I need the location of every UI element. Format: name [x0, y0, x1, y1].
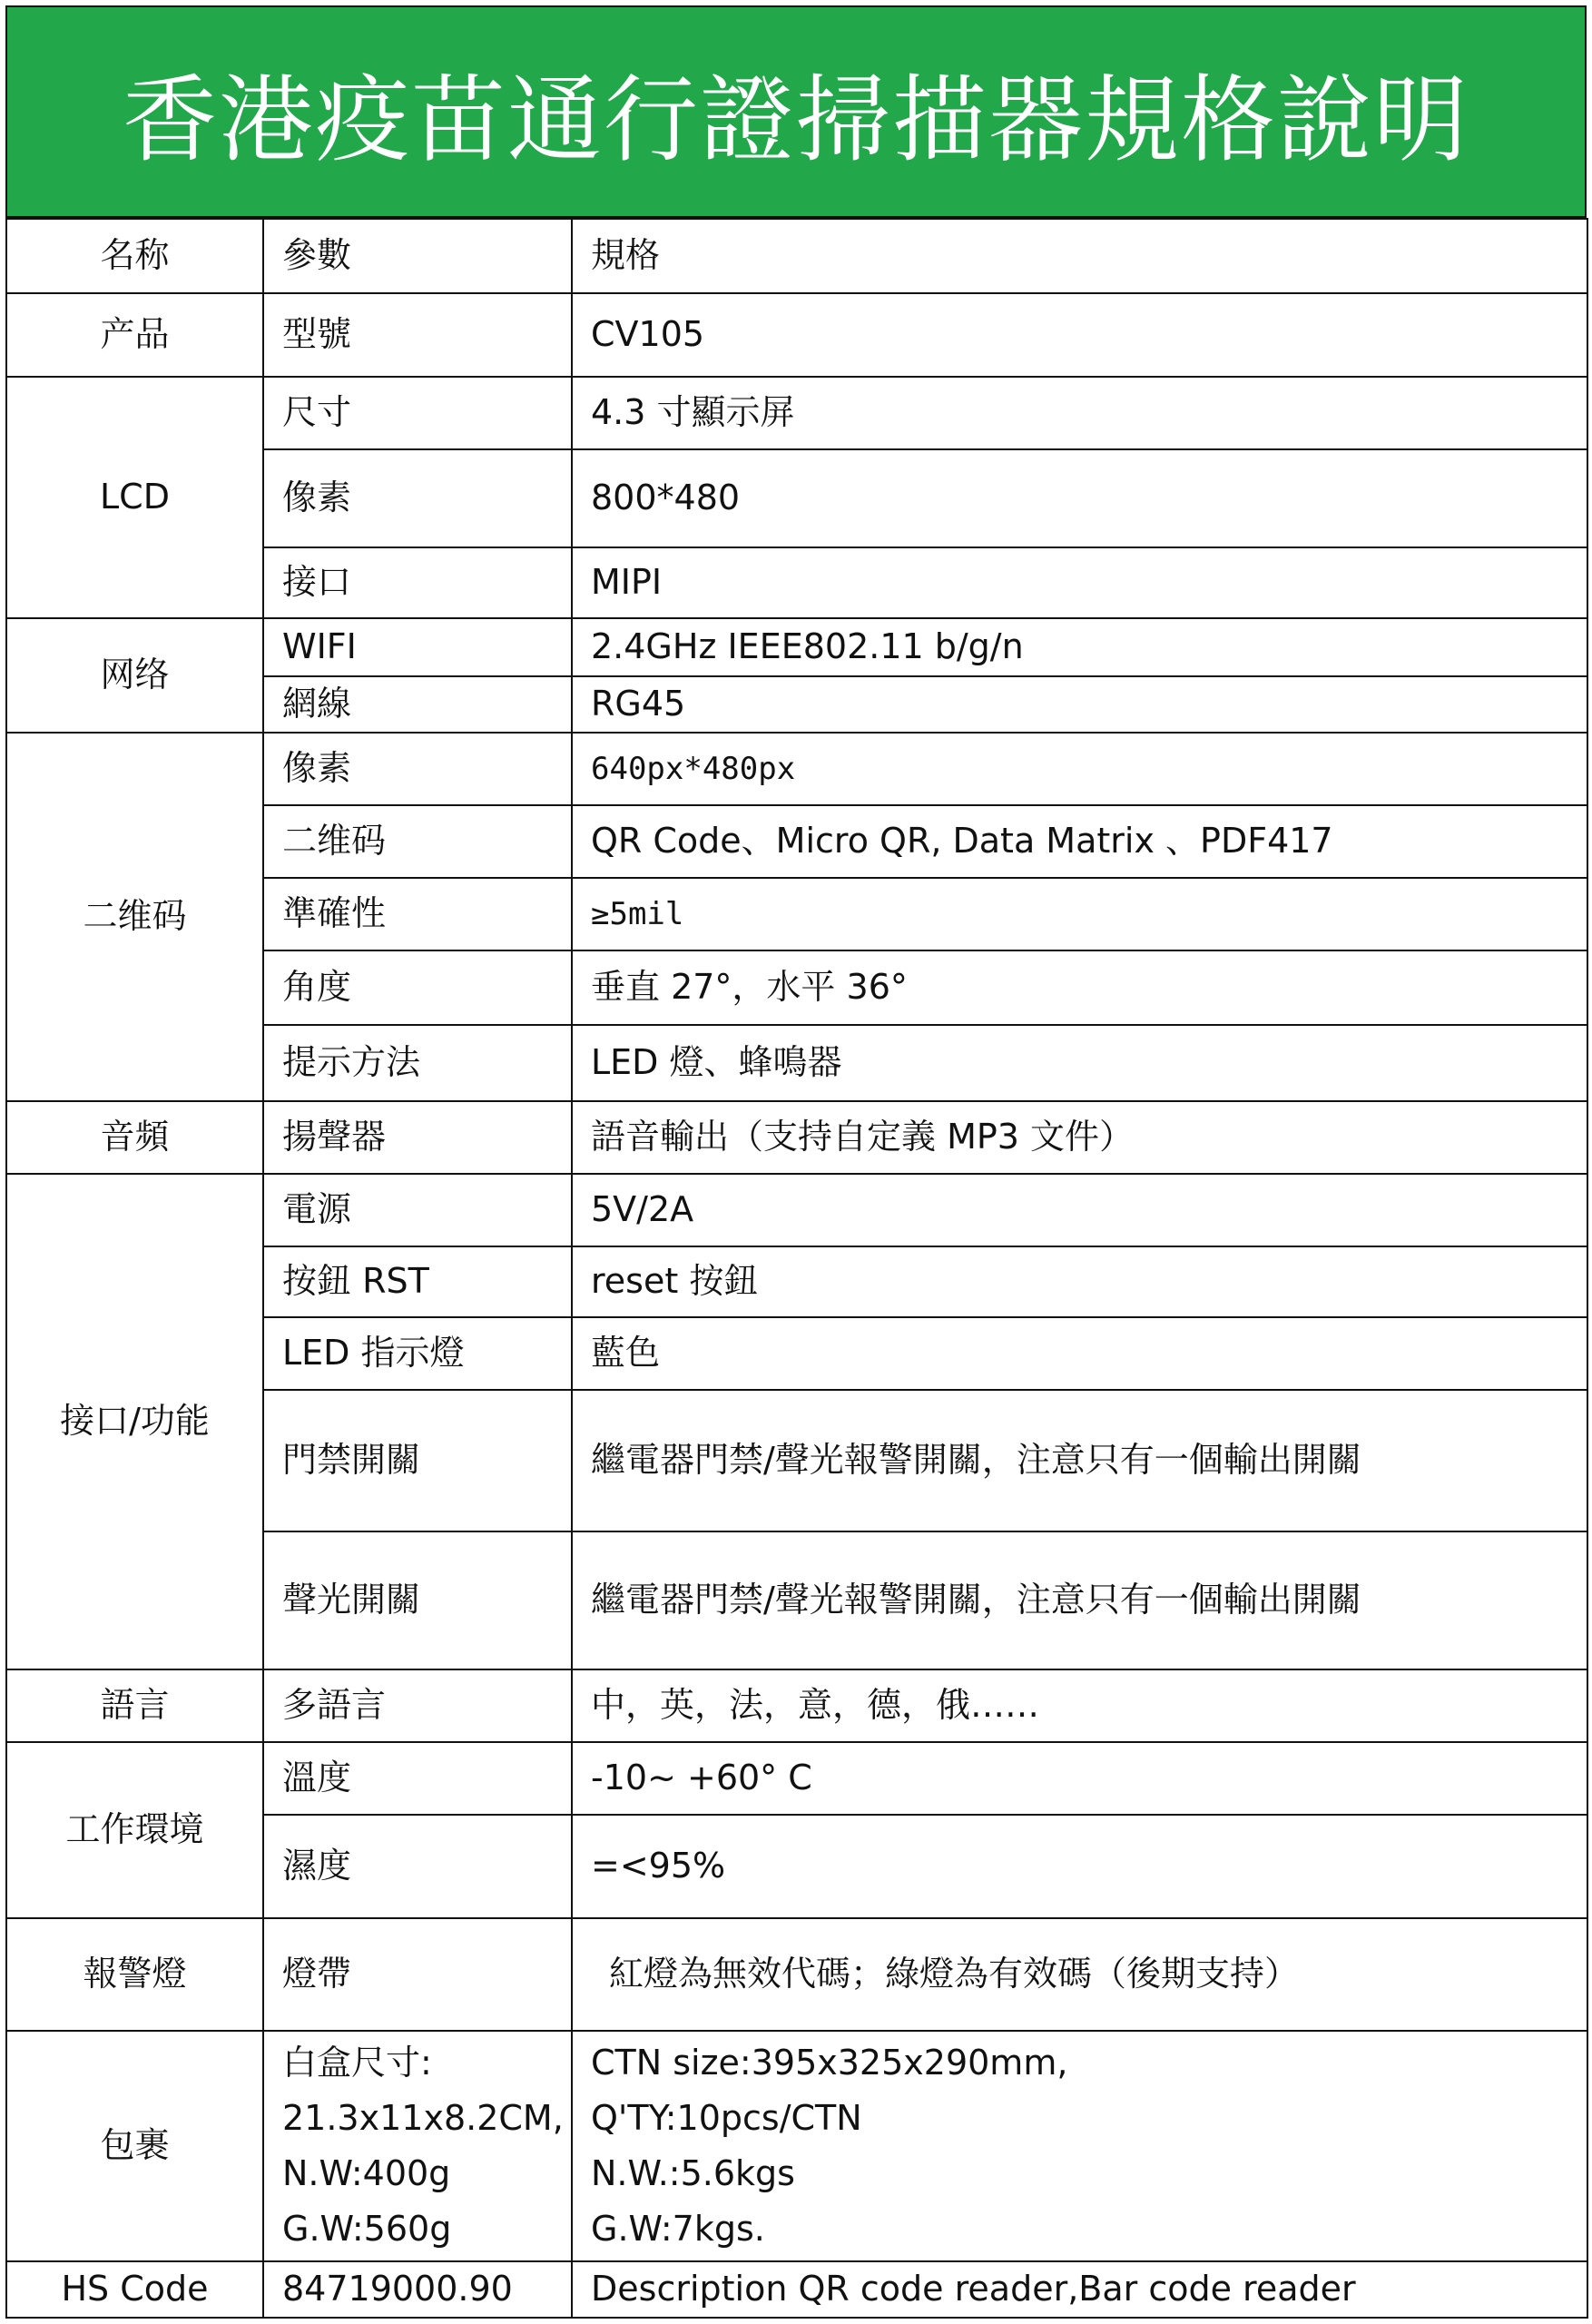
param-cell: LED 指示燈 — [263, 1317, 572, 1390]
param-cell: 型號 — [263, 293, 572, 377]
param-cell: 濕度 — [263, 1815, 572, 1918]
param-cell: 尺寸 — [263, 377, 572, 449]
param-cell: 二维码 — [263, 805, 572, 878]
category-product: 产品 — [6, 293, 263, 377]
spec-cell: 800*480 — [572, 449, 1587, 547]
param-cell: 準確性 — [263, 878, 572, 950]
spec-sheet — [5, 5, 1587, 2319]
category-environment: 工作環境 — [6, 1742, 263, 1918]
param-cell: 角度 — [263, 950, 572, 1025]
category-interface: 接口/功能 — [6, 1174, 263, 1669]
spec-cell: 640px*480px — [572, 733, 1587, 805]
spec-cell: reset 按鈕 — [572, 1246, 1587, 1317]
package-spec-line: N.W.:5.6kgs — [591, 2153, 795, 2193]
param-cell: 84719000.90 — [263, 2261, 572, 2318]
param-cell: 像素 — [263, 733, 572, 805]
param-cell: 聲光開關 — [263, 1531, 572, 1669]
title-banner — [5, 5, 1587, 218]
param-cell: 燈帶 — [263, 1918, 572, 2031]
spec-cell: 4.3 寸顯示屏 — [572, 377, 1587, 449]
category-language: 語言 — [6, 1669, 263, 1742]
spec-cell: LED 燈、蜂鳴器 — [572, 1025, 1587, 1101]
spec-cell: CV105 — [572, 293, 1587, 377]
category-network: 网络 — [6, 618, 263, 733]
category-qr: 二维码 — [6, 733, 263, 1101]
spec-table — [5, 218, 1588, 2319]
header-spec: 規格 — [572, 219, 1587, 293]
spec-cell: RG45 — [572, 676, 1587, 733]
header-name: 名称 — [6, 219, 263, 293]
package-param-line: G.W:560g — [282, 2209, 452, 2249]
param-cell: 電源 — [263, 1174, 572, 1246]
package-spec-cell — [572, 2031, 1587, 2261]
package-param-line: 21.3x11x8.2CM, — [282, 2098, 564, 2138]
category-hscode: HS Code — [6, 2261, 263, 2318]
param-cell: 提示方法 — [263, 1025, 572, 1101]
spec-cell: 5V/2A — [572, 1174, 1587, 1246]
spec-cell: 藍色 — [572, 1317, 1587, 1390]
param-cell: 接口 — [263, 547, 572, 618]
param-cell: 網線 — [263, 676, 572, 733]
spec-cell: 語音輸出（支持自定義 MP3 文件） — [572, 1101, 1587, 1174]
package-spec-line: G.W:7kgs. — [591, 2209, 765, 2249]
table-row — [6, 1918, 1587, 2031]
spec-cell: 繼電器門禁/聲光報警開關，注意只有一個輸出開關 — [572, 1531, 1587, 1669]
table-header-row — [6, 219, 1587, 293]
page-title: 香港疫苗通行證掃描器規格說明 — [122, 64, 1469, 175]
spec-cell: 紅燈為無效代碼；綠燈為有效碼（後期支持） — [572, 1918, 1587, 2031]
category-alarm: 報警燈 — [6, 1918, 263, 2031]
param-cell: 多語言 — [263, 1669, 572, 1742]
table-row — [6, 377, 1587, 449]
spec-cell: ≥5mil — [572, 878, 1587, 950]
table-row — [6, 2261, 1587, 2318]
param-cell: 像素 — [263, 449, 572, 547]
table-row — [6, 293, 1587, 377]
spec-cell: =<95% — [572, 1815, 1587, 1918]
spec-cell: 垂直 27°，水平 36° — [572, 950, 1587, 1025]
spec-cell: 繼電器門禁/聲光報警開關，注意只有一個輸出開關 — [572, 1390, 1587, 1531]
header-param: 參數 — [263, 219, 572, 293]
param-cell: 揚聲器 — [263, 1101, 572, 1174]
table-row — [6, 1174, 1587, 1246]
param-cell: 溫度 — [263, 1742, 572, 1815]
spec-cell: Description QR code reader,Bar code reader — [572, 2261, 1587, 2318]
spec-cell: 2.4GHz IEEE802.11 b/g/n — [572, 618, 1587, 676]
package-param-cell — [263, 2031, 572, 2261]
spec-cell: 中，英，法，意，德，俄…… — [572, 1669, 1587, 1742]
package-spec-line: CTN size:395x325x290mm, — [591, 2043, 1068, 2083]
table-row — [6, 1669, 1587, 1742]
table-row-package — [6, 2031, 1587, 2261]
table-row — [6, 733, 1587, 805]
spec-cell: -10~ +60° C — [572, 1742, 1587, 1815]
package-param-line: 白盒尺寸: — [282, 2043, 432, 2083]
table-row — [6, 618, 1587, 676]
spec-cell: QR Code、Micro QR, Data Matrix 、PDF417 — [572, 805, 1587, 878]
param-cell: WIFI — [263, 618, 572, 676]
package-param-line: N.W:400g — [282, 2153, 451, 2193]
param-cell: 按鈕 RST — [263, 1246, 572, 1317]
category-package: 包裹 — [6, 2031, 263, 2261]
category-audio: 音頻 — [6, 1101, 263, 1174]
param-cell: 門禁開關 — [263, 1390, 572, 1531]
spec-cell: MIPI — [572, 547, 1587, 618]
table-row — [6, 1742, 1587, 1815]
table-row — [6, 1101, 1587, 1174]
package-spec-line: Q'TY:10pcs/CTN — [591, 2098, 862, 2138]
category-lcd: LCD — [6, 377, 263, 618]
